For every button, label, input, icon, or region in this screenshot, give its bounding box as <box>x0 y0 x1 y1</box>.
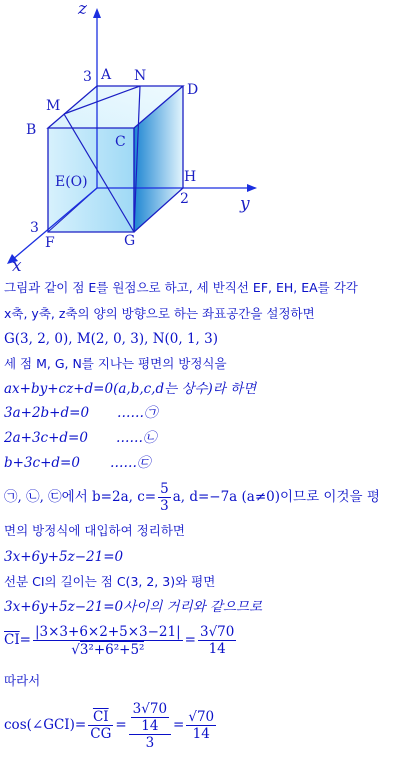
distance-numerator: |3×3+6×2+5×3−21| <box>34 623 181 640</box>
distance-formula: $\overline{CI}=$ $\frac{|3\times 3+6\times 2+5\times 3-21|}{\text{√3²+6²+5²}}$ = $\frac{3√70}{14}$ <box>4 623 235 658</box>
cube-figure <box>0 0 400 272</box>
sqrt-radicand: 3²+6²+5² <box>79 641 145 658</box>
segment-CI: $\overline{CI}$ <box>4 632 20 648</box>
plane-equation-result: 3x+6y+5z−21=0 <box>4 549 124 565</box>
cosine-fraction-1 <box>88 709 113 742</box>
distance-fraction <box>33 624 183 658</box>
equation-3 <box>4 454 150 472</box>
text-line-12: 선분 CI의 길이는 점 C(3, 2, 3)와 평면 <box>4 574 216 589</box>
text-line-1: 그림과 같이 점 E를 원점으로 하고, 세 반직선 EF, EH, EA를 각각 <box>4 280 358 295</box>
label-G: G <box>124 233 136 249</box>
label-F: F <box>45 235 55 251</box>
plane-equation-line: ax+by+cz+d=0(a,b,c,d는 상수)라 하면 <box>4 381 257 397</box>
cosine-f1-num: $\overline{CI}$ <box>88 709 113 726</box>
distance-result-num: 3√70 <box>199 624 235 640</box>
equation-2-tag: ……㉡ <box>115 430 157 446</box>
coordinates-line: G(3, 2, 0), M(2, 0, 3), N(0, 1, 3) <box>4 331 218 347</box>
cosine-f2-inner-den: 14 <box>141 717 159 734</box>
fraction-5-3 <box>158 481 171 514</box>
label-EO: E(O) <box>55 174 88 190</box>
cosine-fraction-2 <box>129 701 171 751</box>
fraction-num: 5 <box>160 481 169 497</box>
text-line-10: 면의 방정식에 대입하여 정리하면 <box>4 523 185 538</box>
distance-result <box>198 624 236 657</box>
solve-line-a: ㉠, ㉡, ㉢에서 b=2a, c= <box>4 489 157 505</box>
solve-line <box>4 480 380 514</box>
solve-line-b: a, d=−7a (a≠0)이므로 이것을 평 <box>172 489 380 505</box>
equation-3-tag: ……㉢ <box>109 455 151 471</box>
distance-denominator: √3²+6²+5² <box>71 641 145 658</box>
distance-result-den: 14 <box>208 641 226 657</box>
label-3-z: 3 <box>83 69 92 85</box>
cosine-result <box>186 709 216 742</box>
label-D: D <box>187 82 199 98</box>
cosine-f2-inner <box>131 701 169 734</box>
cosine-f2-den: 3 <box>145 734 155 751</box>
z-axis-arrow <box>93 8 101 18</box>
label-3-x: 3 <box>30 220 39 236</box>
label-A: A <box>101 67 112 83</box>
equation-1-text: 3a+2b+d=0 <box>4 405 90 421</box>
cosine-f2-inner-num: 3√70 <box>132 700 168 717</box>
text-line-15: 따라서 <box>4 673 41 688</box>
label-N: N <box>134 68 147 84</box>
axis-label-y: y <box>240 194 250 214</box>
text-line-4: 세 점 M, G, N를 지나는 평면의 방정식을 <box>4 356 227 371</box>
fraction-den: 3 <box>160 498 169 514</box>
cosine-formula: cos(∠GCI)= $\frac{\overline{CI}}{CG}$ = $\frac{\frac{3√70}{14}}{3}$ = $\frac{√70}{14}$ <box>4 700 215 751</box>
axis-label-x: x <box>12 256 22 272</box>
equation-1-tag: ……㉠ <box>117 405 158 421</box>
y-axis-arrow <box>247 184 257 192</box>
label-2-y: 2 <box>180 191 189 207</box>
equation-2 <box>4 429 156 447</box>
cosine-result-num: √70 <box>188 709 215 725</box>
equation-1 <box>4 404 158 422</box>
cosine-result-den: 14 <box>192 726 210 742</box>
axis-label-z: z <box>78 0 87 19</box>
text-line-2: x축, y축, z축의 양의 방향으로 하는 좌표공간을 설정하면 <box>4 306 315 321</box>
cosine-f1-den: CG <box>90 726 112 742</box>
text-line-13: 3x+6y+5z−21=0사이의 거리와 같으므로 <box>4 599 263 615</box>
equation-3-text: b+3c+d=0 <box>4 455 80 471</box>
label-M: M <box>46 98 61 114</box>
equation-2-text: 2a+3c+d=0 <box>4 430 88 446</box>
label-H: H <box>184 169 197 185</box>
label-C: C <box>115 134 126 150</box>
label-B: B <box>26 122 37 138</box>
cosine-lhs: cos(∠GCI)= <box>4 717 87 733</box>
cosine-f2-num <box>129 701 171 735</box>
